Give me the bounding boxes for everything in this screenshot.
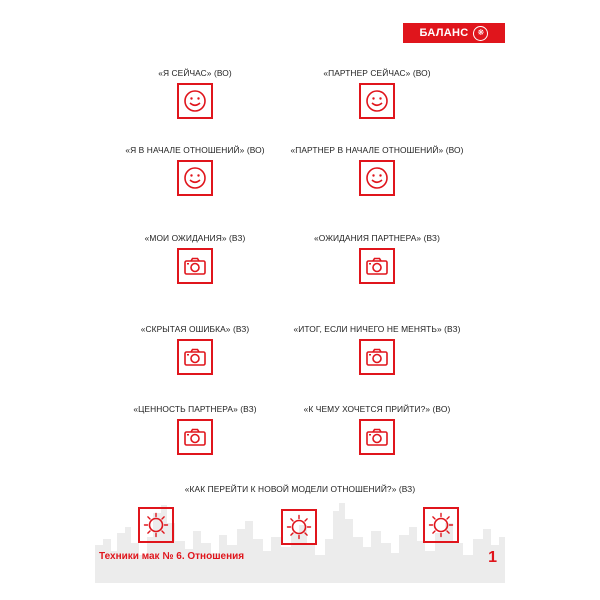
smiley-icon bbox=[177, 83, 213, 119]
card-partner-value bbox=[95, 403, 295, 455]
smiley-icon bbox=[177, 160, 213, 196]
card-partner-at-start bbox=[277, 144, 477, 196]
sun-icon bbox=[281, 509, 317, 545]
camera-icon bbox=[359, 248, 395, 284]
card-label: «МОИ ОЖИДАНИЯ» (ВЗ) bbox=[144, 233, 246, 243]
card-partner-now bbox=[277, 67, 477, 119]
card-new-model bbox=[95, 483, 505, 495]
card-label: «Я СЕЙЧАС» (ВО) bbox=[158, 68, 232, 78]
card-label: «Я В НАЧАЛЕ ОТНОШЕНИЙ» (ВО) bbox=[125, 145, 265, 155]
document-page bbox=[95, 15, 505, 583]
card-outcome-no-change bbox=[277, 323, 477, 375]
badge-label: БАЛАНС bbox=[419, 27, 469, 39]
camera-icon bbox=[177, 248, 213, 284]
card-me-now bbox=[95, 67, 295, 119]
card-label: «СКРЫТАЯ ОШИБКА» (ВЗ) bbox=[140, 324, 250, 334]
camera-icon bbox=[359, 419, 395, 455]
camera-icon bbox=[359, 339, 395, 375]
card-desired-goal bbox=[277, 403, 477, 455]
card-partner-expectations bbox=[277, 232, 477, 284]
page-number: 1 bbox=[488, 549, 497, 566]
card-me-at-start bbox=[95, 144, 295, 196]
smiley-icon bbox=[359, 160, 395, 196]
card-label: «К ЧЕМУ ХОЧЕТСЯ ПРИЙТИ?» (ВО) bbox=[303, 404, 451, 414]
card-my-expectations bbox=[95, 232, 295, 284]
balance-badge bbox=[403, 23, 505, 43]
card-label: «ЦЕННОСТЬ ПАРТНЕРА» (ВЗ) bbox=[133, 404, 257, 414]
camera-icon bbox=[177, 419, 213, 455]
card-label: «ИТОГ, ЕСЛИ НИЧЕГО НЕ МЕНЯТЬ» (ВЗ) bbox=[293, 324, 461, 334]
camera-icon bbox=[177, 339, 213, 375]
settings-circle-icon: ❋ bbox=[473, 26, 488, 41]
card-label: «ПАРТНЕР СЕЙЧАС» (ВО) bbox=[323, 68, 431, 78]
card-label: «ОЖИДАНИЯ ПАРТНЕРА» (ВЗ) bbox=[314, 233, 440, 243]
sun-icon bbox=[138, 507, 174, 543]
card-label: «КАК ПЕРЕЙТИ К НОВОЙ МОДЕЛИ ОТНОШЕНИЙ?» (ВЗ) bbox=[184, 484, 416, 494]
card-label: «ПАРТНЕР В НАЧАЛЕ ОТНОШЕНИЙ» (ВО) bbox=[290, 145, 464, 155]
card-hidden-mistake bbox=[95, 323, 295, 375]
footer-title: Техники мак № 6. Отношения bbox=[99, 551, 245, 562]
sun-icon bbox=[423, 507, 459, 543]
smiley-icon bbox=[359, 83, 395, 119]
